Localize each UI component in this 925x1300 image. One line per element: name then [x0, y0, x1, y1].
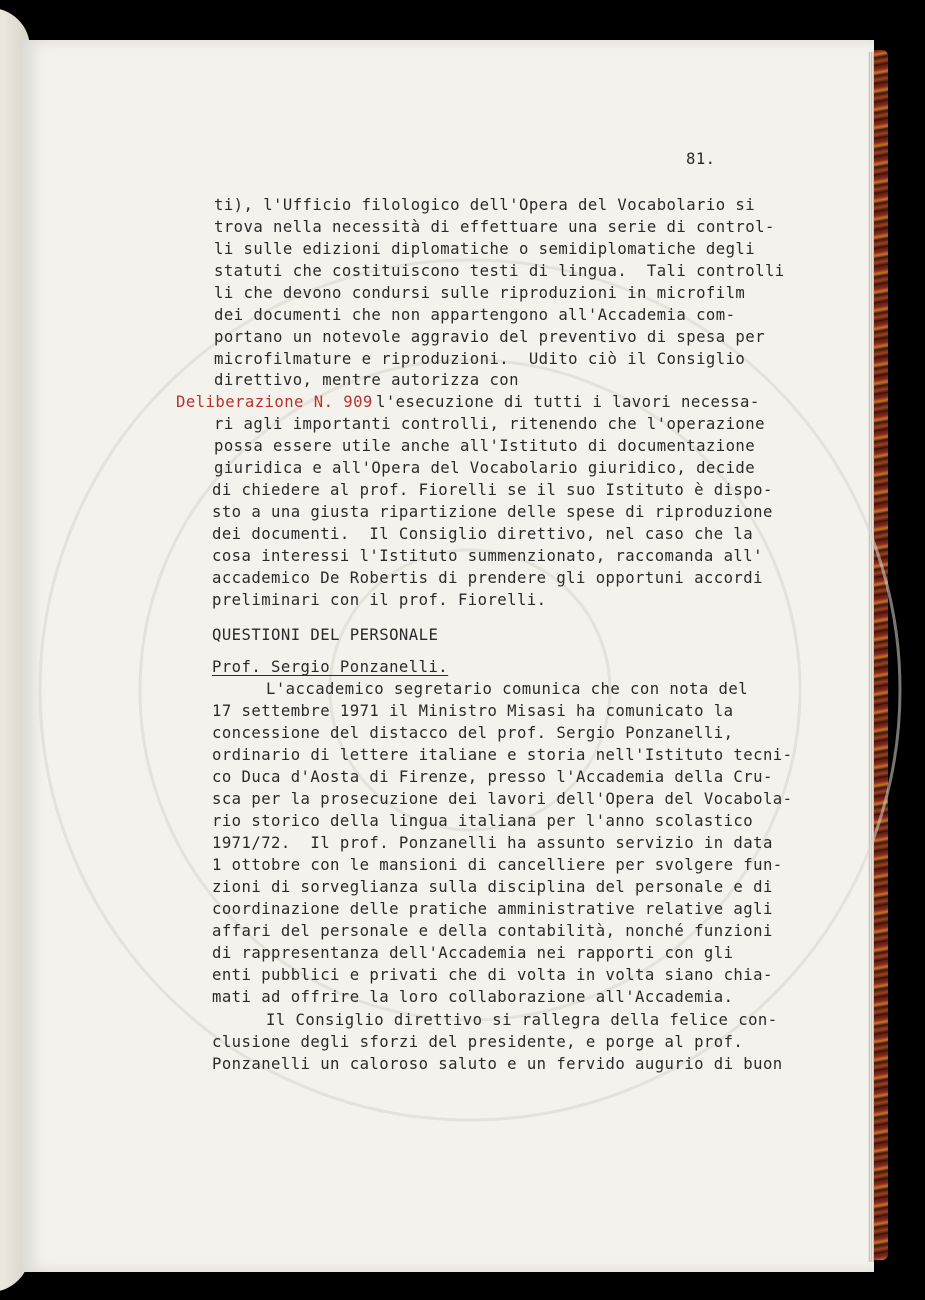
text-line: li che devono condursi sulle riproduzioni in microfilm	[214, 284, 746, 302]
text-line: cosa interessi l'Istituto summenzionato, raccomanda all'	[212, 547, 763, 565]
text-line: dei documenti. Il Consiglio direttivo, nel caso che la	[212, 525, 754, 543]
text-line: Ponzanelli un caloroso saluto e un fervido augurio di buon	[212, 1055, 783, 1073]
text-line: L'accademico segretario comunica che con nota del	[266, 680, 749, 698]
text-line: trova nella necessità di effettuare una serie di control-	[214, 218, 775, 236]
text-line: accademico De Robertis di prendere gli opportuni accordi	[212, 569, 763, 587]
text-line: 17 settembre 1971 il Ministro Misasi ha comunicato la	[212, 702, 734, 720]
text-line: di rappresentanza dell'Accademia nei rapporti con gli	[212, 944, 734, 962]
page-number: 81.	[686, 150, 716, 168]
text-line: coordinazione delle pratiche amministrative relative agli	[212, 900, 773, 918]
text-line: ri agli importanti controlli, ritenendo che l'operazione	[214, 415, 765, 433]
text-line: giuridica e all'Opera del Vocabolario giuridico, decide	[214, 459, 756, 477]
text-line: di chiedere al prof. Fiorelli se il suo Istituto è dispo-	[212, 481, 773, 499]
page-stack-edge	[868, 52, 874, 1262]
text-line: ordinario di lettere italiane e storia nell'Istituto tecni-	[212, 746, 793, 764]
text-line: possa essere utile anche all'Istituto di documentazione	[214, 437, 756, 455]
text-line: ti), l'Ufficio filologico dell'Opera del Vocabolario si	[214, 196, 756, 214]
text-line: clusione degli sforzi del presidente, e porge al prof.	[212, 1033, 744, 1051]
text-line: co Duca d'Aosta di Firenze, presso l'Accademia della Cru-	[212, 768, 773, 786]
text-line: preliminari con il prof. Fiorelli.	[212, 591, 547, 609]
text-line: dei documenti che non appartengono all'Accademia com-	[214, 306, 736, 324]
text-line: affari del personale e della contabilità, nonché funzioni	[212, 922, 773, 940]
text-line: 1 ottobre con le mansioni di cancelliere per svolgere fun-	[212, 856, 783, 874]
section-heading: QUESTIONI DEL PERSONALE	[212, 626, 439, 644]
margin-note-deliberazione: Deliberazione N. 909	[176, 393, 373, 411]
text-line: zioni di sorveglianza sulla disciplina del personale e di	[212, 878, 773, 896]
text-line: concessione del distacco del prof. Sergio Ponzanelli,	[212, 724, 734, 742]
text-line: mati ad offrire la loro collaborazione all'Accademia.	[212, 988, 734, 1006]
text-line: li sulle edizioni diplomatiche o semidiplomatiche degli	[214, 240, 756, 258]
text-line: sto a una giusta ripartizione delle spese di riproduzione	[212, 503, 773, 521]
text-line: sca per la prosecuzione dei lavori dell'Opera del Vocabola-	[212, 790, 793, 808]
text-line: direttivo, mentre autorizza con	[214, 371, 519, 389]
text-line: microfilmature e riproduzioni. Udito ciò il Consiglio	[214, 350, 746, 368]
text-line: portano un notevole aggravio del preventivo di spesa per	[214, 328, 765, 346]
text-line: l'esecuzione di tutti i lavori necessa-	[376, 393, 760, 411]
text-line: 1971/72. Il prof. Ponzanelli ha assunto servizio in data	[212, 834, 773, 852]
text-line: Il Consiglio direttivo si rallegra della felice con-	[266, 1011, 778, 1029]
text-line: rio storico della lingua italiana per l'anno scolastico	[212, 812, 754, 830]
subheading-person: Prof. Sergio Ponzanelli.	[212, 658, 449, 676]
text-line: statuti che costituiscono testi di lingua. Tali controlli	[214, 262, 785, 280]
text-line: enti pubblici e privati che di volta in volta siano chia-	[212, 966, 773, 984]
